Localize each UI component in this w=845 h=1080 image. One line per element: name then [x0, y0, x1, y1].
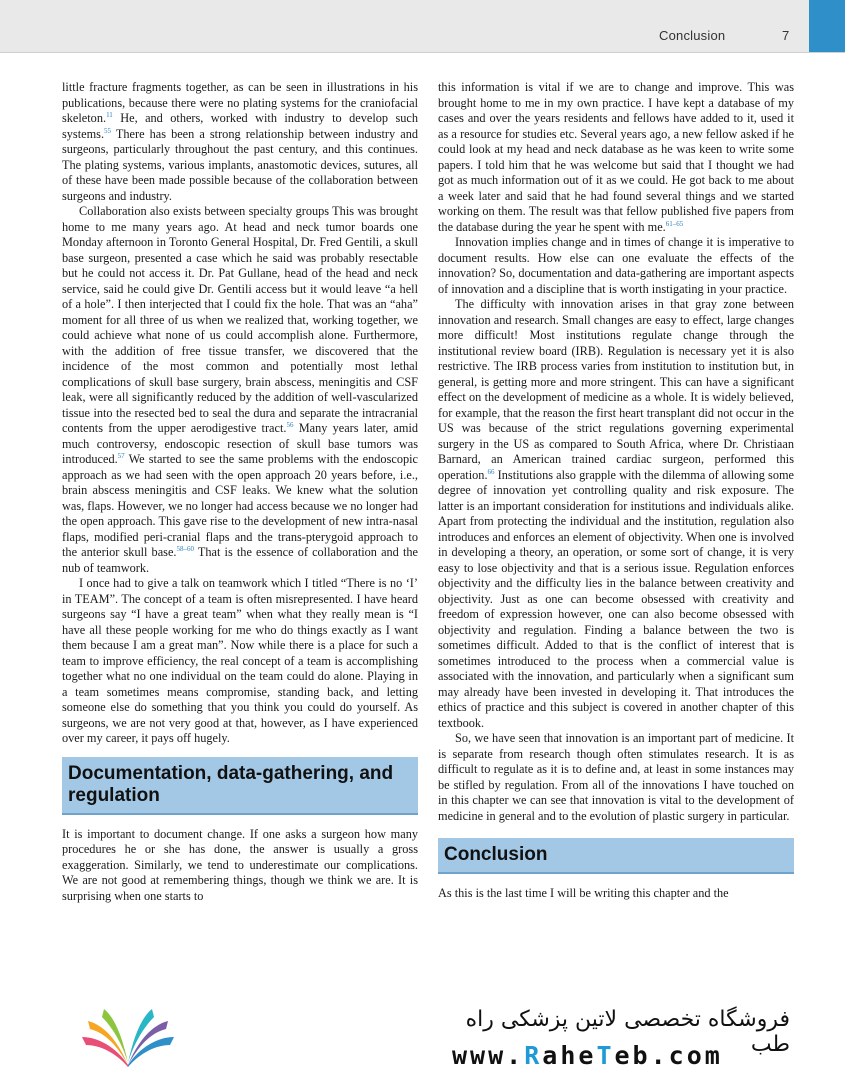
paragraph: The difficulty with innovation arises in that gray zone between innovation and research. Small changes are easy to effect, large changes more difficult! Most institutions regulate change through the institutional review board (IRB). Regulation is necessary yet it is also restrictive. The IRB process varies from institution to institution but, in general, is getting more and more stringent. This can have a significant effect on the development of medicine as a whole. It is widely believed, for example, that the reason the first heart transplant did not occur in the US was because of the strict regulations governing experimental surgery in the US as compared to South Africa, where Dr. Christiaan Barnard, an American trained cardiac surgeon, performed this operation.$^{66}$ Institutions also grapple with the dilemma of allowing some degree of innovation yet controlling quality and risk exposure. The latter is an important consideration for institutions and individuals alike. Apart from protecting the individual and the institution, regulation also introduces and enforces an element of objectivity. When one is involved in developing a theory, an operation, or some sort of change, it is very easy to lose objectivity and that is a serious issue. Regulation enforces objectivity and the difficulty lies in the balance between creativity and objectivity. Just as one can become obsessed with creativity and freedom of expression however, one can also become obsessed with objectivity and regulation. Finding a balance between the two is sometimes difficult. Added to that is the conflict of interest that is sometimes introduced to the process when a commercial value is associated with the innovation, and particularly when a significant sum may already have been invested in developing it. That introduces the ethics of practice and this subject is covered in another chapter of this textbook.	[438, 297, 794, 730]
reference-link[interactable]: 66	[487, 467, 495, 476]
reference-link[interactable]: 11	[106, 110, 113, 119]
chapter-tab-marker	[809, 0, 845, 52]
reference-link[interactable]: 55	[104, 126, 112, 135]
reference-link[interactable]: 57	[117, 451, 125, 460]
running-header	[0, 0, 845, 53]
reference-link[interactable]: 58–60	[176, 544, 194, 553]
watermark-footer	[0, 995, 845, 1080]
paragraph: little fracture fragments together, as can be seen in illustrations in his publications, because there were no plating systems for the craniofacial skeleton.$^{11}$ He, and others, worked with industry to develop such systems.$^{55}$ There has been a strong relationship between industry and surgeons, particularly throughout the past century, and this continues. The plating systems, various implants, anastomotic devices, sutures, all of these have been made possible because of the collaboration between surgeons and industry.	[62, 80, 418, 203]
section-heading-conclusion: Conclusion	[438, 838, 794, 874]
right-column	[438, 80, 794, 902]
paragraph: It is important to document change. If one asks a surgeon how many procedures he or she has done, the answer is usually a gross exaggeration. Similarly, we tend to underestimate our complications. We are not good at remembering things, though we think we are. It is surprising when one starts to	[62, 826, 418, 903]
paragraph: As this is the last time I will be writing this chapter and the	[438, 886, 729, 900]
left-column	[62, 80, 418, 904]
reference-link[interactable]: 61–65	[665, 219, 684, 228]
section-heading-documentation: Documentation, data-gathering, and regulation	[62, 757, 418, 815]
shop-name: فروشگاه تخصصی لاتین پزشکی راه طب	[465, 1007, 790, 1057]
paragraph: I once had to give a talk on teamwork which I titled “There is no ‘I’ in TEAM”. The concept of a team is often misrepresented. I have heard surgeons say “I have a great team” when what they really mean is “I have all these people working for me who do things exactly as I want them because I am a great man”. Now while there is a place for such a team to improve efficiency, the real concept of a team is accomplishing together what no one individual on the team could do alone. Playing in a team sometimes means compromise, standing back, and letting someone else do something that you think you could do yourself. As surgeons, we are not very good at that, however, as I have experienced over my career, it pays off hugely.	[62, 576, 418, 745]
page-number: 7	[782, 28, 790, 43]
paragraph: So, we have seen that innovation is an important part of medicine. It is separate from research though often stimulates research. It is as difficult to regulate as it is to define and, at least in some instances may be stifled by regulation. From all of the innovations I have touched on in this chapter we can see that innovation is vital to the development of medicine in general and to the evolution of plastic surgery in particular.	[438, 731, 794, 823]
page-fade-overlay	[0, 940, 845, 1000]
running-header-chapter: Conclusion	[659, 28, 726, 43]
paragraph: this information is vital if we are to change and improve. This was brought home to me in my own practice. I have kept a database of my cases and over the years residents and fellows have added to it, used it as a resource for studies etc. Several years ago, a new fellow asked if he could look at my head and neck database as he was keen to write some papers. I told him that he was welcome but said that I thought we had got as much information out of it as we could. He got back to me about a week later and said that he had found several things and we started working on them. The result was that fellow published five papers from the database during the year he spent with me.$^{61-65}$	[438, 80, 794, 234]
open-book-logo-icon	[78, 1007, 178, 1069]
reference-link[interactable]: 56	[286, 420, 294, 429]
website-url[interactable]: www.RaheTeb.com	[452, 1041, 723, 1070]
paragraph: Innovation implies change and in times of change it is imperative to document results. How else can one evaluate the effects of the innovation? So, documentation and data-gathering are important aspects of innovation and a discipline that is worth instigating in your practice.	[438, 235, 794, 296]
paragraph: Collaboration also exists between specialty groups This was brought home to me many years ago. At head and neck tumor boards one Monday afternoon in Toronto General Hospital, Dr. Fred Gentili, a skull base surgeon, presented a case which he said was probably resectable but he could not access it. Dr. Pat Gullane, head of the head and neck service, said he could give Dr. Gentili access but it would leave “a hell of a hole”. I then interjected that I could fix the hole. That was an “aha” moment for all three of us when we realized that, working together, we could achieve what none of us could accomplish alone. Furthermore, with the addition of free tissue transfer, we discovered that the incidence of the most common and potentially most lethal complications of skull base surgery, brain abscess, meningitis and CSF leak, were all significantly reduced by the addition of well-vascularized tissue into the resected bed to seal the dura and separate the intracranial contents from the upper aerodigestive tract.$^{56}$ Many years later, amid much controversy, endoscopic resection of skull base tumors was introduced.$^{57}$ We started to see the same problems with the endoscopic approach as we had seen with the open approach 20 years before, i.e., brain abscess meningitis and CSF leaks. We knew what the solution was, flaps. However, we no longer had access because we no longer had the open approach. This gave rise to the development of new intra-nasal flaps, modified peri-cranial flaps and the trans-pterygoid approach to the anterior skull base.$^{58-60}$ That is the essence of collaboration and the nub of teamwork.	[62, 204, 419, 575]
